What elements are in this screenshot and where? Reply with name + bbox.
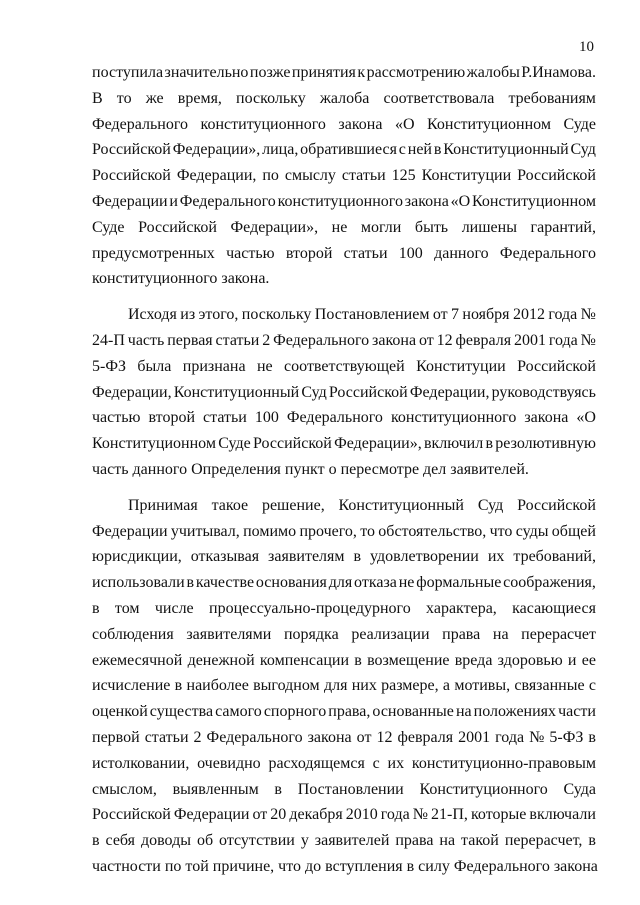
text-line: [92, 431, 596, 457]
word: года: [380, 806, 410, 824]
word: основанные: [372, 703, 454, 721]
word: 5-ФЗ: [92, 357, 126, 375]
word: такой: [461, 832, 499, 850]
word: №: [580, 306, 596, 324]
word: смыслу: [284, 167, 336, 185]
word: в: [433, 141, 442, 159]
word: не: [331, 218, 348, 236]
paragraph: [92, 302, 596, 483]
word: закона: [338, 115, 383, 133]
word: обстоятельство,: [378, 522, 487, 540]
word: обратившиеся: [300, 141, 397, 159]
word: Российской: [517, 357, 596, 375]
word: ней: [407, 141, 432, 159]
word: Конституционный: [338, 496, 464, 514]
word: Постановлением: [314, 306, 430, 324]
word: в: [274, 780, 282, 798]
word: использовали: [92, 574, 185, 592]
word: Федерации»,: [230, 218, 319, 236]
word: 20: [270, 806, 287, 824]
word: из: [180, 306, 196, 324]
word: то: [360, 522, 375, 540]
word: числе: [154, 599, 194, 617]
word: к: [357, 64, 366, 81]
word: реализации: [351, 625, 430, 643]
word: ноября: [462, 306, 510, 324]
word: компенсации: [259, 651, 349, 669]
text-line: [92, 828, 596, 854]
word: Конституционном: [92, 435, 216, 453]
word: 24-П: [92, 331, 125, 349]
word: №: [580, 331, 596, 349]
word: на: [492, 625, 509, 643]
word: №: [529, 728, 545, 746]
word: себя: [105, 832, 136, 850]
word: Конституционного: [419, 780, 548, 798]
word: года: [548, 306, 578, 324]
text-line: [92, 215, 596, 241]
word: статьи: [144, 728, 189, 746]
word: права: [395, 832, 434, 850]
word: этого,: [198, 306, 239, 324]
word: права,: [328, 703, 371, 721]
word: связанные: [514, 677, 585, 695]
word: рассмотрению: [366, 64, 466, 81]
word: соблюдения: [92, 625, 174, 643]
word: предусмотренных: [92, 244, 215, 262]
word: 7: [451, 306, 460, 324]
word: включил: [423, 435, 484, 453]
word: об: [196, 832, 214, 850]
word: Федерации»,: [334, 435, 422, 453]
text-line: [92, 493, 596, 519]
word: второй: [285, 244, 333, 262]
word: Российской: [92, 141, 171, 159]
word: «О: [450, 192, 471, 210]
word: закона: [307, 728, 352, 746]
text-line: [92, 112, 596, 138]
word: частью: [226, 244, 275, 262]
word: конституционного: [390, 409, 517, 427]
word: соображения,: [503, 574, 596, 592]
word: поскольку: [236, 89, 306, 107]
word: права: [442, 625, 481, 643]
word: расходящемся: [268, 754, 365, 772]
word: перерасчет,: [504, 832, 583, 850]
paragraph: [92, 60, 596, 292]
word: на: [439, 832, 456, 850]
word: Р.Инамова.: [521, 64, 596, 81]
word: статьи: [343, 244, 388, 262]
word: Конституционном: [427, 115, 551, 133]
word: 100: [398, 244, 423, 262]
word: заявителей: [314, 832, 390, 850]
word: Федерального: [286, 409, 383, 427]
word: спорного: [263, 703, 327, 721]
text-line: [92, 60, 596, 86]
text-line: конституционного закона.: [92, 270, 270, 288]
word: 2012: [512, 306, 545, 324]
word: Федерального: [273, 331, 370, 349]
word: в: [92, 832, 100, 850]
word: а: [442, 677, 451, 695]
word: общей: [551, 522, 596, 540]
word: 125: [391, 167, 416, 185]
word: года: [548, 331, 578, 349]
word: размере,: [381, 677, 439, 695]
word: года: [495, 728, 525, 746]
text-line: [92, 622, 596, 648]
word: Российской: [92, 167, 171, 185]
word: ежемесячной: [92, 651, 183, 669]
word: В: [92, 89, 103, 107]
text-line: [92, 725, 596, 751]
word: 2001: [458, 728, 491, 746]
word: истолковании,: [92, 754, 190, 772]
word: их: [387, 754, 405, 772]
word: соответствовала: [383, 89, 495, 107]
text-line: [92, 163, 596, 189]
word: Российской: [328, 383, 408, 401]
word: Федерации: [92, 192, 168, 210]
word: 12: [436, 331, 453, 349]
word: и: [169, 192, 178, 210]
word: закона: [524, 409, 569, 427]
word: мотивы,: [454, 677, 511, 695]
word: вреда: [454, 651, 493, 669]
word: статьи: [203, 409, 247, 427]
word: для: [323, 677, 348, 695]
word: том: [114, 599, 140, 617]
word: же: [145, 89, 164, 107]
word: признана: [182, 357, 246, 375]
word: них: [351, 677, 377, 695]
word: формальные: [416, 574, 502, 592]
text-line: [92, 328, 596, 354]
word: Суд: [301, 383, 327, 401]
text-line: [92, 751, 596, 777]
word: «О: [576, 409, 596, 427]
word: лица,: [262, 141, 299, 159]
word: жалоба: [319, 89, 370, 107]
word: Федерации,: [409, 383, 490, 401]
word: очевидно: [197, 754, 261, 772]
word: Российской: [92, 806, 171, 824]
page-number: 10: [579, 39, 594, 55]
word: могли: [360, 218, 402, 236]
word: основания: [255, 574, 327, 592]
word: Федерального: [206, 728, 303, 746]
word: Федерального: [92, 115, 189, 133]
word: быть: [414, 218, 449, 236]
word: такое: [211, 496, 249, 514]
text-line: [92, 380, 596, 406]
text-line: [92, 596, 596, 622]
word: время,: [177, 89, 222, 107]
word: Федерации,: [92, 383, 172, 401]
word: жалобы: [466, 64, 520, 81]
word: не: [398, 574, 415, 592]
text-line: [92, 648, 596, 674]
word: порядка: [283, 625, 339, 643]
text-line: [92, 570, 596, 596]
word: второй: [148, 409, 196, 427]
word: №: [412, 806, 429, 824]
word: выгодном: [253, 677, 320, 695]
word: прочего,: [299, 522, 357, 540]
word: 5-ФЗ: [549, 728, 584, 746]
word: от: [252, 806, 268, 824]
word: закона: [372, 331, 417, 349]
word: в: [174, 677, 183, 695]
word: здоровью: [497, 651, 563, 669]
word: в: [92, 599, 100, 617]
word: требований,: [513, 548, 596, 566]
word: самого: [215, 703, 262, 721]
word: учитывал,: [170, 522, 240, 540]
text-line: [92, 519, 596, 545]
word: декабря: [289, 806, 343, 824]
word: доводы: [140, 832, 191, 850]
word: Конституции: [416, 357, 506, 375]
word: руководствуясь: [491, 383, 596, 401]
word: данного: [434, 244, 489, 262]
word: суды: [515, 522, 549, 540]
text-line: частности по той причине, что до вступления в силу Федерального закона: [92, 857, 598, 875]
word: Федерации»,: [172, 141, 261, 159]
word: и: [567, 651, 577, 669]
word: денежной: [187, 651, 255, 669]
word: Суда: [563, 780, 596, 798]
word: Федерации,: [176, 167, 257, 185]
word: Постановлении: [297, 780, 404, 798]
text-line: [92, 405, 596, 431]
word: юрисдикции,: [92, 548, 182, 566]
word: Конституционный: [173, 383, 300, 401]
word: конституционно-правовым: [411, 754, 596, 772]
word: существа: [149, 703, 214, 721]
word: Федерации: [173, 806, 250, 824]
word: от: [418, 331, 434, 349]
text-line: [92, 241, 596, 267]
word: с: [588, 677, 596, 695]
word: возмещение: [367, 651, 450, 669]
word: Суде: [563, 115, 596, 133]
word: Российской: [253, 435, 332, 453]
word: конституционного: [200, 115, 326, 133]
word: что: [489, 522, 513, 540]
word: 100: [254, 409, 279, 427]
word: на: [455, 703, 472, 721]
word: исчисление: [92, 677, 171, 695]
text-line: [92, 544, 596, 570]
word: часть: [127, 331, 165, 349]
word: Федерального: [179, 192, 276, 210]
word: Федерации: [92, 522, 168, 540]
word: в: [186, 574, 195, 592]
word: резолютивную: [495, 435, 596, 453]
text-line: [92, 673, 596, 699]
word: Суд: [477, 496, 504, 514]
word: в: [588, 832, 596, 850]
word: поступила: [92, 64, 164, 81]
word: отказывая: [190, 548, 260, 566]
word: Суде: [218, 435, 251, 453]
word: которые: [470, 806, 527, 824]
word: Суде: [92, 218, 125, 236]
word: для: [328, 574, 353, 592]
word: положениях: [473, 703, 557, 721]
word: качестве: [195, 574, 255, 592]
text-line: [92, 137, 596, 163]
paragraph: [92, 493, 596, 880]
word: февраля: [397, 728, 454, 746]
text-line: часть данного Определения пункт о пересмотре дел заявителей.: [92, 460, 529, 478]
word: заявителями: [186, 625, 272, 643]
word: касающиеся: [512, 599, 596, 617]
word: от: [432, 306, 448, 324]
word: их: [487, 548, 505, 566]
word: в: [353, 548, 362, 566]
word: 2010: [345, 806, 378, 824]
text-line: [92, 354, 596, 380]
word: 21-П,: [431, 806, 468, 824]
word: Исходя: [128, 306, 177, 324]
word: «О: [394, 115, 415, 133]
word: лишены: [461, 218, 517, 236]
word: гарантий,: [530, 218, 596, 236]
word: характера,: [426, 599, 497, 617]
word: помимо: [243, 522, 297, 540]
word: от: [356, 728, 372, 746]
word: удовлетворении: [370, 548, 479, 566]
word: отказа: [354, 574, 397, 592]
word: оценкой: [92, 703, 148, 721]
word: включали: [529, 806, 596, 824]
word: Конституции: [421, 167, 512, 185]
text-line: [92, 86, 596, 112]
word: части: [558, 703, 596, 721]
word: по: [262, 167, 279, 185]
text-line: [92, 302, 596, 328]
word: поскольку: [241, 306, 312, 324]
word: наиболее: [186, 677, 249, 695]
text-line: [92, 777, 596, 803]
word: Конституционный: [443, 141, 569, 159]
word: 2: [262, 331, 271, 349]
word: Российской: [517, 496, 596, 514]
word: Принимая: [128, 496, 198, 514]
word: принятия: [291, 64, 356, 81]
word: статьи: [215, 331, 260, 349]
word: требованиям: [508, 89, 596, 107]
word: значительно: [164, 64, 249, 81]
word: отсутствии: [219, 832, 295, 850]
word: у: [300, 832, 309, 850]
word: выявленным: [172, 780, 259, 798]
word: заявителям: [268, 548, 345, 566]
word: первая: [167, 331, 213, 349]
word: не: [256, 357, 273, 375]
word: с: [398, 141, 406, 159]
word: в: [485, 435, 494, 453]
word: закона: [404, 192, 449, 210]
word: Российской: [138, 218, 217, 236]
word: 2: [193, 728, 202, 746]
word: с: [372, 754, 380, 772]
word: Российской: [517, 167, 596, 185]
document-body: [92, 60, 596, 880]
word: статьи: [341, 167, 386, 185]
word: 12: [376, 728, 393, 746]
word: перерасчет: [521, 625, 596, 643]
word: первой: [92, 728, 140, 746]
text-line: [92, 699, 596, 725]
word: февраля: [455, 331, 512, 349]
word: решение,: [261, 496, 325, 514]
word: 2001: [513, 331, 546, 349]
word: Конституционном: [472, 192, 596, 210]
word: позже: [249, 64, 291, 81]
word: Суд: [570, 141, 596, 159]
word: частью: [92, 409, 141, 427]
word: соответствующей: [284, 357, 405, 375]
word: была: [137, 357, 172, 375]
word: Федерального: [499, 244, 596, 262]
word: ее: [581, 651, 596, 669]
word: процессуально-процедурного: [209, 599, 411, 617]
word: в: [354, 651, 362, 669]
word: конституционного: [277, 192, 403, 210]
text-line: [92, 802, 596, 828]
word: в: [588, 728, 596, 746]
word: смыслом,: [92, 780, 157, 798]
word: то: [116, 89, 132, 107]
text-line: [92, 189, 596, 215]
